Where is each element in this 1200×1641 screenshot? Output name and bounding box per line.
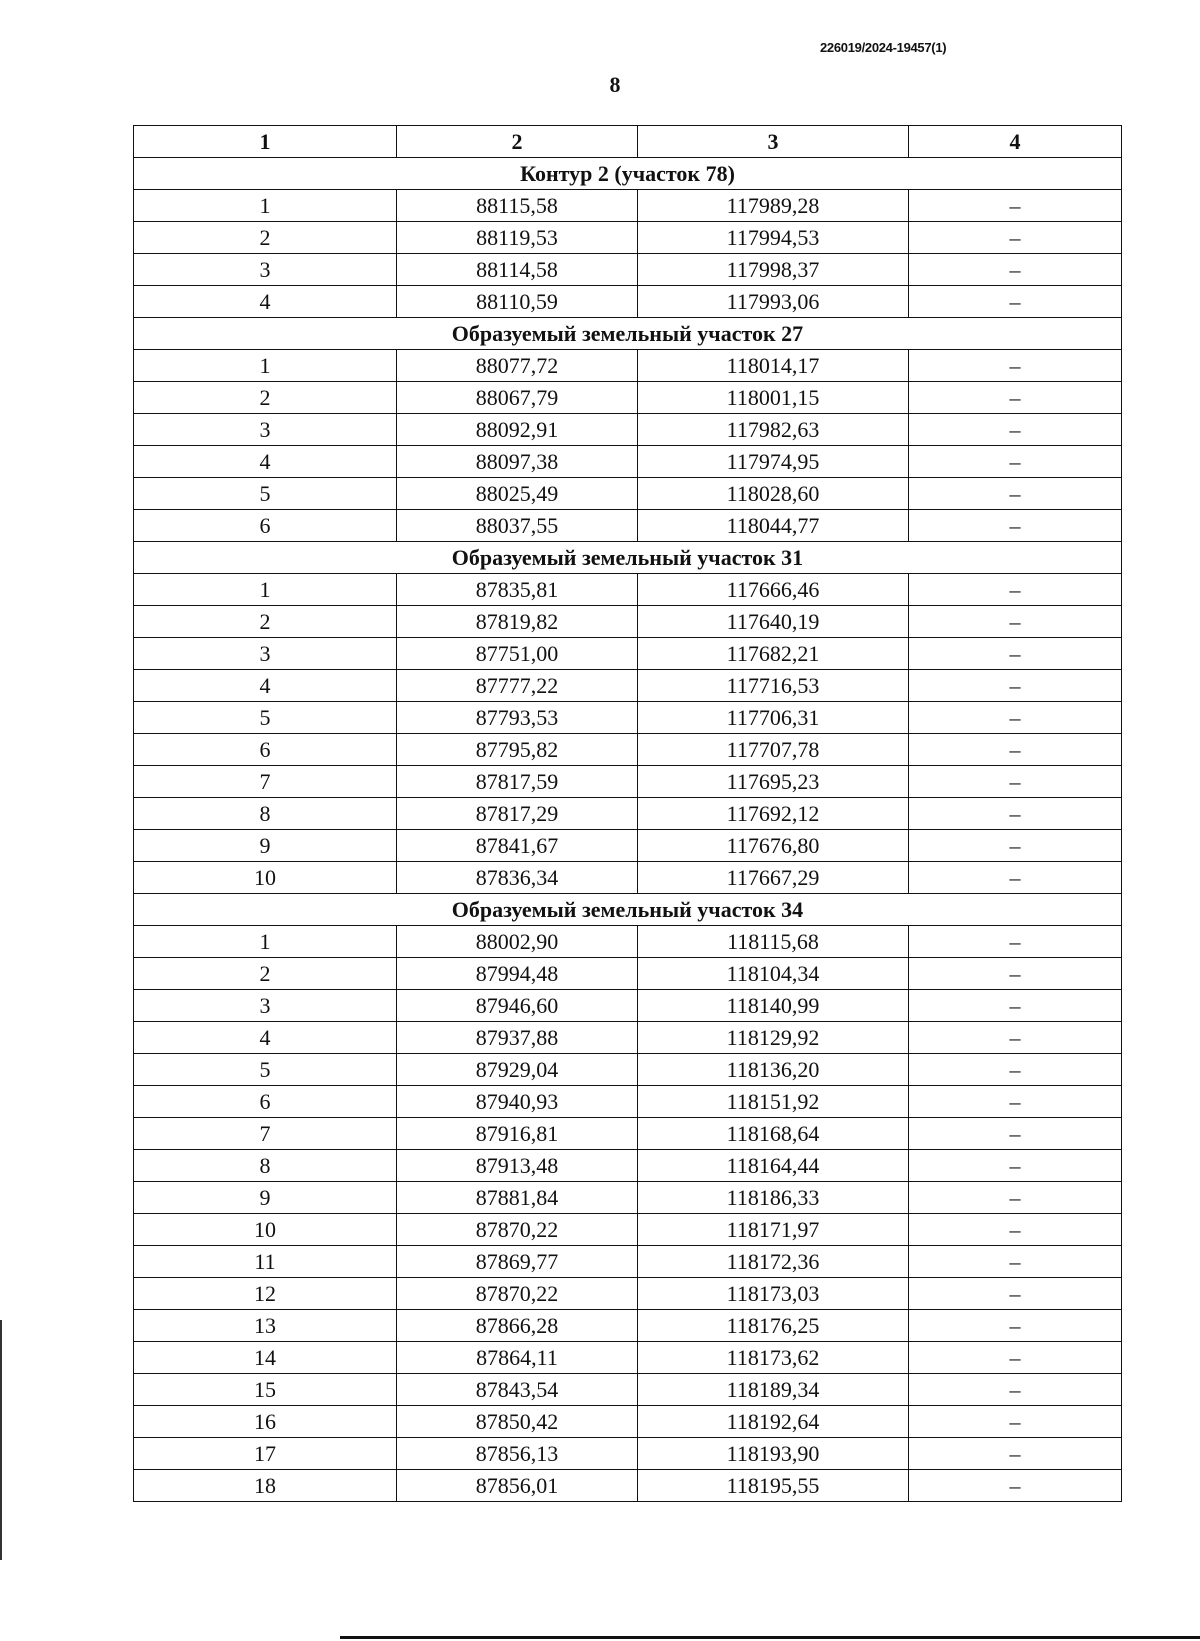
coordinate-x-cell: 87913,48 — [397, 1150, 638, 1182]
method-cell: – — [909, 1438, 1122, 1470]
table-row — [134, 670, 1122, 702]
coordinate-x-cell: 87777,22 — [397, 670, 638, 702]
coordinate-x-cell: 87835,81 — [397, 574, 638, 606]
point-number-cell: 1 — [134, 350, 397, 382]
coordinate-y-cell: 118186,33 — [638, 1182, 909, 1214]
coordinate-x-cell: 87866,28 — [397, 1310, 638, 1342]
coordinate-x-cell: 87937,88 — [397, 1022, 638, 1054]
table-row — [134, 286, 1122, 318]
table-row — [134, 574, 1122, 606]
method-cell: – — [909, 478, 1122, 510]
coordinate-x-cell: 87817,29 — [397, 798, 638, 830]
point-number-cell: 5 — [134, 478, 397, 510]
section-title-row — [134, 542, 1122, 574]
coordinate-y-cell: 117716,53 — [638, 670, 909, 702]
coordinate-y-cell: 118140,99 — [638, 990, 909, 1022]
page-number: 8 — [609, 72, 621, 97]
table-row — [134, 1246, 1122, 1278]
coordinate-x-cell: 87870,22 — [397, 1214, 638, 1246]
method-cell: – — [909, 350, 1122, 382]
coordinate-y-cell: 118173,03 — [638, 1278, 909, 1310]
section-title-row — [134, 158, 1122, 190]
coordinate-y-cell: 117974,95 — [638, 446, 909, 478]
coordinate-x-cell: 88067,79 — [397, 382, 638, 414]
point-number-cell: 2 — [134, 606, 397, 638]
table-row — [134, 1342, 1122, 1374]
point-number-cell: 8 — [134, 1150, 397, 1182]
point-number-cell: 10 — [134, 1214, 397, 1246]
method-cell: – — [909, 926, 1122, 958]
table-row — [134, 1086, 1122, 1118]
column-header-3: 3 — [638, 126, 909, 158]
method-cell: – — [909, 606, 1122, 638]
method-cell: – — [909, 830, 1122, 862]
coordinate-x-cell: 88110,59 — [397, 286, 638, 318]
coordinate-y-cell: 117682,21 — [638, 638, 909, 670]
table-row — [134, 350, 1122, 382]
coordinate-y-cell: 118001,15 — [638, 382, 909, 414]
method-cell: – — [909, 414, 1122, 446]
table-row — [134, 990, 1122, 1022]
coordinate-x-cell: 87843,54 — [397, 1374, 638, 1406]
point-number-cell: 8 — [134, 798, 397, 830]
method-cell: – — [909, 510, 1122, 542]
coordinate-y-cell: 117998,37 — [638, 254, 909, 286]
table-row — [134, 446, 1122, 478]
coordinate-x-cell: 88002,90 — [397, 926, 638, 958]
method-cell: – — [909, 222, 1122, 254]
coordinate-y-cell: 117706,31 — [638, 702, 909, 734]
table-row — [134, 1278, 1122, 1310]
method-cell: – — [909, 1470, 1122, 1502]
coordinate-x-cell: 88025,49 — [397, 478, 638, 510]
coordinate-y-cell: 118193,90 — [638, 1438, 909, 1470]
point-number-cell: 3 — [134, 638, 397, 670]
method-cell: – — [909, 1342, 1122, 1374]
document-number: 226019/2024-19457(1) — [820, 40, 947, 55]
coordinate-y-cell: 117993,06 — [638, 286, 909, 318]
table-row — [134, 1118, 1122, 1150]
table-row — [134, 1310, 1122, 1342]
coordinate-y-cell: 118136,20 — [638, 1054, 909, 1086]
coordinate-y-cell: 118192,64 — [638, 1406, 909, 1438]
coordinate-x-cell: 87870,22 — [397, 1278, 638, 1310]
table-row — [134, 414, 1122, 446]
point-number-cell: 3 — [134, 990, 397, 1022]
method-cell: – — [909, 702, 1122, 734]
table-row — [134, 254, 1122, 286]
coordinate-x-cell: 87841,67 — [397, 830, 638, 862]
method-cell: – — [909, 1214, 1122, 1246]
coordinate-y-cell: 117707,78 — [638, 734, 909, 766]
column-header-1: 1 — [134, 126, 397, 158]
point-number-cell: 5 — [134, 1054, 397, 1086]
method-cell: – — [909, 1246, 1122, 1278]
method-cell: – — [909, 446, 1122, 478]
coordinate-y-cell: 118171,97 — [638, 1214, 909, 1246]
table-row — [134, 862, 1122, 894]
page-bottom-rule — [340, 1636, 1200, 1639]
section-title: Контур 2 (участок 78) — [134, 158, 1122, 190]
method-cell: – — [909, 766, 1122, 798]
point-number-cell: 18 — [134, 1470, 397, 1502]
table-row — [134, 830, 1122, 862]
coordinate-y-cell: 117666,46 — [638, 574, 909, 606]
coordinate-y-cell: 118176,25 — [638, 1310, 909, 1342]
coordinate-y-cell: 118104,34 — [638, 958, 909, 990]
method-cell: – — [909, 574, 1122, 606]
coordinate-x-cell: 87850,42 — [397, 1406, 638, 1438]
method-cell: – — [909, 1022, 1122, 1054]
point-number-cell: 9 — [134, 1182, 397, 1214]
point-number-cell: 7 — [134, 1118, 397, 1150]
table-row — [134, 606, 1122, 638]
coordinates-table-body — [134, 126, 1122, 1502]
coordinate-y-cell: 117667,29 — [638, 862, 909, 894]
coordinate-x-cell: 87795,82 — [397, 734, 638, 766]
table-header-row — [134, 126, 1122, 158]
point-number-cell: 2 — [134, 222, 397, 254]
point-number-cell: 4 — [134, 1022, 397, 1054]
point-number-cell: 2 — [134, 958, 397, 990]
method-cell: – — [909, 190, 1122, 222]
point-number-cell: 6 — [134, 734, 397, 766]
point-number-cell: 12 — [134, 1278, 397, 1310]
point-number-cell: 3 — [134, 414, 397, 446]
coordinate-y-cell: 118168,64 — [638, 1118, 909, 1150]
coordinate-x-cell: 87793,53 — [397, 702, 638, 734]
point-number-cell: 10 — [134, 862, 397, 894]
method-cell: – — [909, 734, 1122, 766]
table-row — [134, 702, 1122, 734]
coordinate-x-cell: 88119,53 — [397, 222, 638, 254]
table-row — [134, 510, 1122, 542]
table-row — [134, 798, 1122, 830]
column-header-2: 2 — [397, 126, 638, 158]
coordinate-y-cell: 118014,17 — [638, 350, 909, 382]
coordinate-x-cell: 87881,84 — [397, 1182, 638, 1214]
coordinate-x-cell: 87751,00 — [397, 638, 638, 670]
point-number-cell: 9 — [134, 830, 397, 862]
table-row — [134, 1214, 1122, 1246]
method-cell: – — [909, 286, 1122, 318]
table-row — [134, 766, 1122, 798]
method-cell: – — [909, 254, 1122, 286]
coordinate-y-cell: 118044,77 — [638, 510, 909, 542]
table-row — [134, 1022, 1122, 1054]
point-number-cell: 1 — [134, 574, 397, 606]
method-cell: – — [909, 990, 1122, 1022]
coordinates-table — [133, 125, 1122, 1502]
table-row — [134, 1374, 1122, 1406]
method-cell: – — [909, 1054, 1122, 1086]
point-number-cell: 2 — [134, 382, 397, 414]
column-header-4: 4 — [909, 126, 1122, 158]
table-row — [134, 926, 1122, 958]
point-number-cell: 1 — [134, 190, 397, 222]
table-row — [134, 222, 1122, 254]
coordinate-x-cell: 88092,91 — [397, 414, 638, 446]
coordinate-x-cell: 87946,60 — [397, 990, 638, 1022]
method-cell: – — [909, 1278, 1122, 1310]
table-row — [134, 1182, 1122, 1214]
table-row — [134, 1150, 1122, 1182]
table-row — [134, 190, 1122, 222]
method-cell: – — [909, 1150, 1122, 1182]
coordinate-y-cell: 117695,23 — [638, 766, 909, 798]
point-number-cell: 4 — [134, 670, 397, 702]
coordinate-x-cell: 87864,11 — [397, 1342, 638, 1374]
point-number-cell: 14 — [134, 1342, 397, 1374]
coordinate-y-cell: 118164,44 — [638, 1150, 909, 1182]
point-number-cell: 3 — [134, 254, 397, 286]
section-title: Образуемый земельный участок 31 — [134, 542, 1122, 574]
coordinate-x-cell: 88097,38 — [397, 446, 638, 478]
point-number-cell: 17 — [134, 1438, 397, 1470]
section-title-row — [134, 318, 1122, 350]
method-cell: – — [909, 862, 1122, 894]
table-row — [134, 1438, 1122, 1470]
point-number-cell: 7 — [134, 766, 397, 798]
coordinate-y-cell: 117994,53 — [638, 222, 909, 254]
coordinate-y-cell: 117989,28 — [638, 190, 909, 222]
coordinate-x-cell: 88037,55 — [397, 510, 638, 542]
coordinate-x-cell: 88077,72 — [397, 350, 638, 382]
table-row — [134, 1054, 1122, 1086]
point-number-cell: 11 — [134, 1246, 397, 1278]
section-title: Образуемый земельный участок 34 — [134, 894, 1122, 926]
coordinate-y-cell: 117982,63 — [638, 414, 909, 446]
table-row — [134, 734, 1122, 766]
point-number-cell: 13 — [134, 1310, 397, 1342]
coordinate-x-cell: 87819,82 — [397, 606, 638, 638]
point-number-cell: 4 — [134, 446, 397, 478]
coordinate-y-cell: 117640,19 — [638, 606, 909, 638]
coordinate-y-cell: 117692,12 — [638, 798, 909, 830]
coordinate-y-cell: 118173,62 — [638, 1342, 909, 1374]
coordinate-x-cell: 87817,59 — [397, 766, 638, 798]
method-cell: – — [909, 670, 1122, 702]
coordinate-x-cell: 87869,77 — [397, 1246, 638, 1278]
method-cell: – — [909, 1182, 1122, 1214]
coordinate-x-cell: 87929,04 — [397, 1054, 638, 1086]
method-cell: – — [909, 1118, 1122, 1150]
scan-edge-mark — [0, 1320, 2, 1560]
coordinate-x-cell: 87916,81 — [397, 1118, 638, 1150]
point-number-cell: 1 — [134, 926, 397, 958]
method-cell: – — [909, 1086, 1122, 1118]
coordinate-y-cell: 118028,60 — [638, 478, 909, 510]
coordinate-x-cell: 88114,58 — [397, 254, 638, 286]
table-row — [134, 478, 1122, 510]
method-cell: – — [909, 958, 1122, 990]
point-number-cell: 4 — [134, 286, 397, 318]
point-number-cell: 15 — [134, 1374, 397, 1406]
method-cell: – — [909, 382, 1122, 414]
table-row — [134, 958, 1122, 990]
coordinate-y-cell: 118151,92 — [638, 1086, 909, 1118]
coordinate-y-cell: 117676,80 — [638, 830, 909, 862]
coordinate-x-cell: 87856,01 — [397, 1470, 638, 1502]
section-title: Образуемый земельный участок 27 — [134, 318, 1122, 350]
method-cell: – — [909, 1406, 1122, 1438]
method-cell: – — [909, 1310, 1122, 1342]
coordinate-x-cell: 88115,58 — [397, 190, 638, 222]
method-cell: – — [909, 638, 1122, 670]
coordinate-y-cell: 118195,55 — [638, 1470, 909, 1502]
method-cell: – — [909, 798, 1122, 830]
table-row — [134, 1470, 1122, 1502]
point-number-cell: 6 — [134, 510, 397, 542]
table-row — [134, 638, 1122, 670]
coordinate-y-cell: 118129,92 — [638, 1022, 909, 1054]
coordinate-y-cell: 118189,34 — [638, 1374, 909, 1406]
section-title-row — [134, 894, 1122, 926]
coordinate-x-cell: 87856,13 — [397, 1438, 638, 1470]
table-row — [134, 1406, 1122, 1438]
point-number-cell: 6 — [134, 1086, 397, 1118]
method-cell: – — [909, 1374, 1122, 1406]
coordinate-x-cell: 87836,34 — [397, 862, 638, 894]
coordinate-y-cell: 118172,36 — [638, 1246, 909, 1278]
coordinate-x-cell: 87994,48 — [397, 958, 638, 990]
point-number-cell: 16 — [134, 1406, 397, 1438]
table-row — [134, 382, 1122, 414]
coordinate-y-cell: 118115,68 — [638, 926, 909, 958]
point-number-cell: 5 — [134, 702, 397, 734]
coordinate-x-cell: 87940,93 — [397, 1086, 638, 1118]
